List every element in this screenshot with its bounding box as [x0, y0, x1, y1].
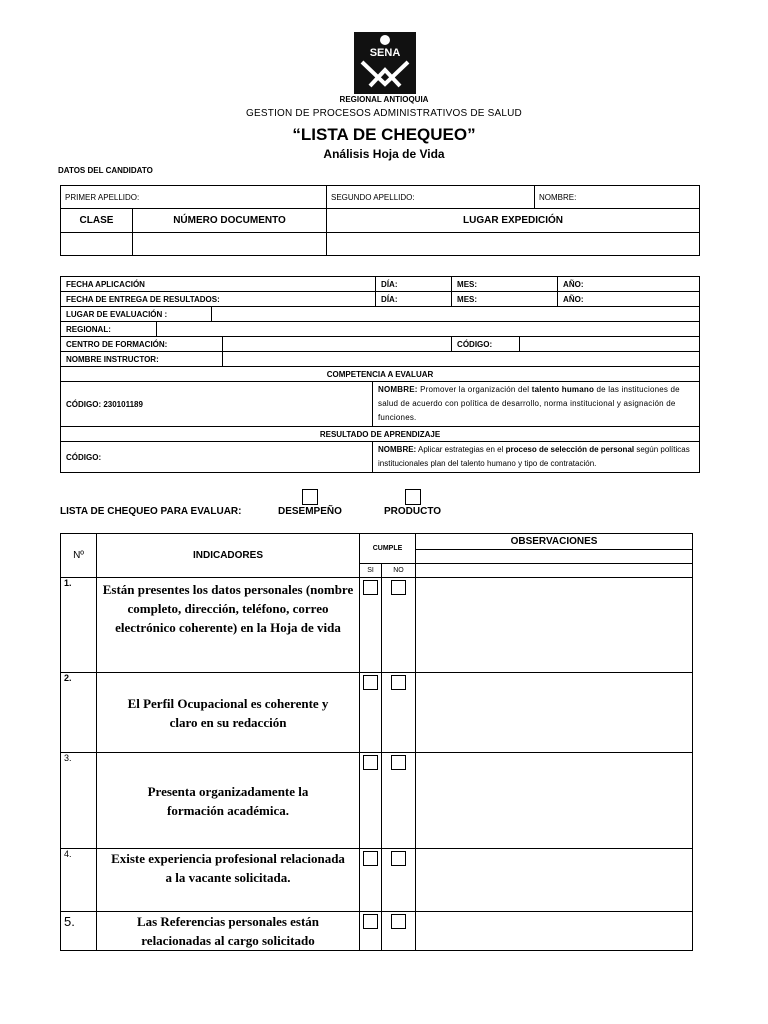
row-number: 1. [61, 578, 97, 673]
centro-formacion-input[interactable] [223, 337, 452, 352]
si-checkbox[interactable] [363, 914, 378, 929]
clase-header: CLASE [61, 209, 133, 233]
segundo-apellido-label: SEGUNDO APELLIDO: [331, 192, 415, 202]
si-cell[interactable] [360, 578, 382, 673]
mes-label: MES: [457, 279, 478, 289]
observaciones-subheader [416, 550, 693, 564]
primer-apellido-field[interactable] [61, 186, 327, 209]
candidate-table [60, 185, 700, 256]
anio-field[interactable] [558, 277, 700, 292]
col-si-header: SI [360, 564, 382, 578]
indicator-text: El Perfil Ocupacional es coherente y claro en su redacción [97, 673, 360, 753]
resultado-header: RESULTADO DE APRENDIZAJE [61, 427, 700, 442]
si-checkbox[interactable] [363, 580, 378, 595]
table-row [61, 912, 693, 951]
row-number: 3. [61, 753, 97, 849]
competencia-text-2: de las instituciones de salud de acuerdo con política de desarrollo, norma institucional y asignación de funciones. [378, 385, 680, 422]
mes-entrega-label: MES: [457, 294, 478, 304]
no-cell[interactable] [382, 578, 416, 673]
lugar-evaluacion-label: LUGAR DE EVALUACIÓN : [61, 307, 212, 322]
competencia-nombre-label: NOMBRE: [378, 385, 418, 394]
no-cell[interactable] [382, 849, 416, 912]
si-checkbox[interactable] [363, 675, 378, 690]
resultado-nombre-label: NOMBRE: [378, 445, 417, 454]
col-num-header: Nº [61, 534, 97, 578]
mes-field[interactable] [452, 277, 558, 292]
page-title: “LISTA DE CHEQUEO” [292, 125, 476, 144]
si-cell[interactable] [360, 753, 382, 849]
row-number: 4. [61, 849, 97, 912]
col-cumple-header: CUMPLE [360, 534, 416, 564]
lugar-expedicion-input[interactable] [327, 233, 700, 256]
resultado-nombre [373, 442, 700, 473]
si-checkbox[interactable] [363, 851, 378, 866]
regional-label: REGIONAL ANTIOQUIA [339, 95, 429, 104]
col-no-header: NO [382, 564, 416, 578]
instructor-input[interactable] [223, 352, 700, 367]
no-checkbox[interactable] [391, 851, 406, 866]
resultado-codigo: CÓDIGO: [61, 442, 373, 473]
observaciones-input[interactable] [416, 849, 693, 912]
observaciones-input[interactable] [416, 912, 693, 951]
checklist-type-label: LISTA DE CHEQUEO PARA EVALUAR: [60, 506, 242, 517]
centro-codigo-label: CÓDIGO: [452, 337, 520, 352]
producto-checkbox[interactable] [405, 489, 421, 505]
dia-field[interactable] [376, 277, 452, 292]
indicator-text: Existe experiencia profesional relacionada a la vacante solicitada. [97, 849, 360, 912]
indicator-text: Presenta organizadamente la formación académica. [97, 753, 360, 849]
table-row [61, 673, 693, 753]
logo-text: SENA [369, 47, 401, 59]
mes-entrega-field[interactable] [452, 292, 558, 307]
no-cell[interactable] [382, 673, 416, 753]
row-number: 2. [61, 673, 97, 753]
no-cell[interactable] [382, 912, 416, 951]
dia-label: DÍA: [381, 279, 398, 289]
checklist-table [60, 533, 693, 951]
fecha-aplicacion-label: FECHA APLICACIÓN [61, 277, 376, 292]
observaciones-input[interactable] [416, 578, 693, 673]
si-cell[interactable] [360, 673, 382, 753]
competencia-header: COMPETENCIA A EVALUAR [61, 367, 700, 382]
no-checkbox[interactable] [391, 755, 406, 770]
competencia-text-bold: talento humano [531, 385, 595, 394]
si-cell[interactable] [360, 849, 382, 912]
observaciones-subheader-2 [416, 564, 693, 578]
page-subtitle: Análisis Hoja de Vida [323, 147, 445, 161]
no-checkbox[interactable] [391, 580, 406, 595]
row-number: 5. [61, 912, 97, 951]
nombre-label: NOMBRE: [539, 192, 577, 202]
centro-codigo-input[interactable] [520, 337, 700, 352]
competencia-codigo: CÓDIGO: 230101189 [61, 382, 373, 427]
si-checkbox[interactable] [363, 755, 378, 770]
segundo-apellido-field[interactable] [327, 186, 535, 209]
no-cell[interactable] [382, 753, 416, 849]
nombre-field[interactable] [535, 186, 700, 209]
program-name: GESTION DE PROCESOS ADMINISTRATIVOS DE SALUD [246, 108, 522, 119]
si-cell[interactable] [360, 912, 382, 951]
regional-input[interactable] [157, 322, 700, 337]
regional-label-cell: REGIONAL: [61, 322, 157, 337]
instructor-label: NOMBRE INSTRUCTOR: [61, 352, 223, 367]
clase-input[interactable] [61, 233, 133, 256]
resultado-text-1: Aplicar estrategias en el [418, 445, 504, 454]
dia-entrega-label: DÍA: [381, 294, 398, 304]
candidate-section-label: DATOS DEL CANDIDATO [58, 166, 153, 175]
no-checkbox[interactable] [391, 914, 406, 929]
observaciones-input[interactable] [416, 673, 693, 753]
numero-documento-header: NÚMERO DOCUMENTO [133, 209, 327, 233]
anio-entrega-label: AÑO: [563, 294, 584, 304]
anio-label: AÑO: [563, 279, 584, 289]
fecha-entrega-label: FECHA DE ENTREGA DE RESULTADOS: [61, 292, 376, 307]
competencia-text-1: Promover la organización del [420, 385, 530, 394]
indicator-text: Están presentes los datos personales (nombre completo, dirección, teléfono, correo electrónico coherente) en la Hoja de vida [97, 578, 360, 673]
desempeno-label: DESEMPEÑO [278, 506, 342, 517]
dia-entrega-field[interactable] [376, 292, 452, 307]
evaluation-table [60, 276, 700, 473]
primer-apellido-label: PRIMER APELLIDO: [65, 192, 140, 202]
lugar-evaluacion-input[interactable] [212, 307, 700, 322]
observaciones-input[interactable] [416, 753, 693, 849]
table-row [61, 849, 693, 912]
producto-label: PRODUCTO [384, 506, 442, 517]
numero-documento-input[interactable] [133, 233, 327, 256]
resultado-text-bold: proceso de selección de personal [505, 445, 635, 454]
centro-formacion-label: CENTRO DE FORMACIÓN: [61, 337, 223, 352]
lugar-expedicion-header: LUGAR EXPEDICIÓN [327, 209, 700, 233]
resultado-text-2: según políticas institucionales plan del talento humano y tipo de contratación. [378, 445, 690, 468]
col-observaciones-header: OBSERVACIONES [416, 534, 693, 550]
competencia-nombre [373, 382, 700, 427]
table-row [61, 578, 693, 673]
desempeno-checkbox[interactable] [302, 489, 318, 505]
col-indicadores-header: INDICADORES [97, 534, 360, 578]
sena-logo [354, 32, 416, 94]
table-row [61, 753, 693, 849]
anio-entrega-field[interactable] [558, 292, 700, 307]
no-checkbox[interactable] [391, 675, 406, 690]
indicator-text: Las Referencias personales están relacionadas al cargo solicitado [97, 912, 360, 951]
